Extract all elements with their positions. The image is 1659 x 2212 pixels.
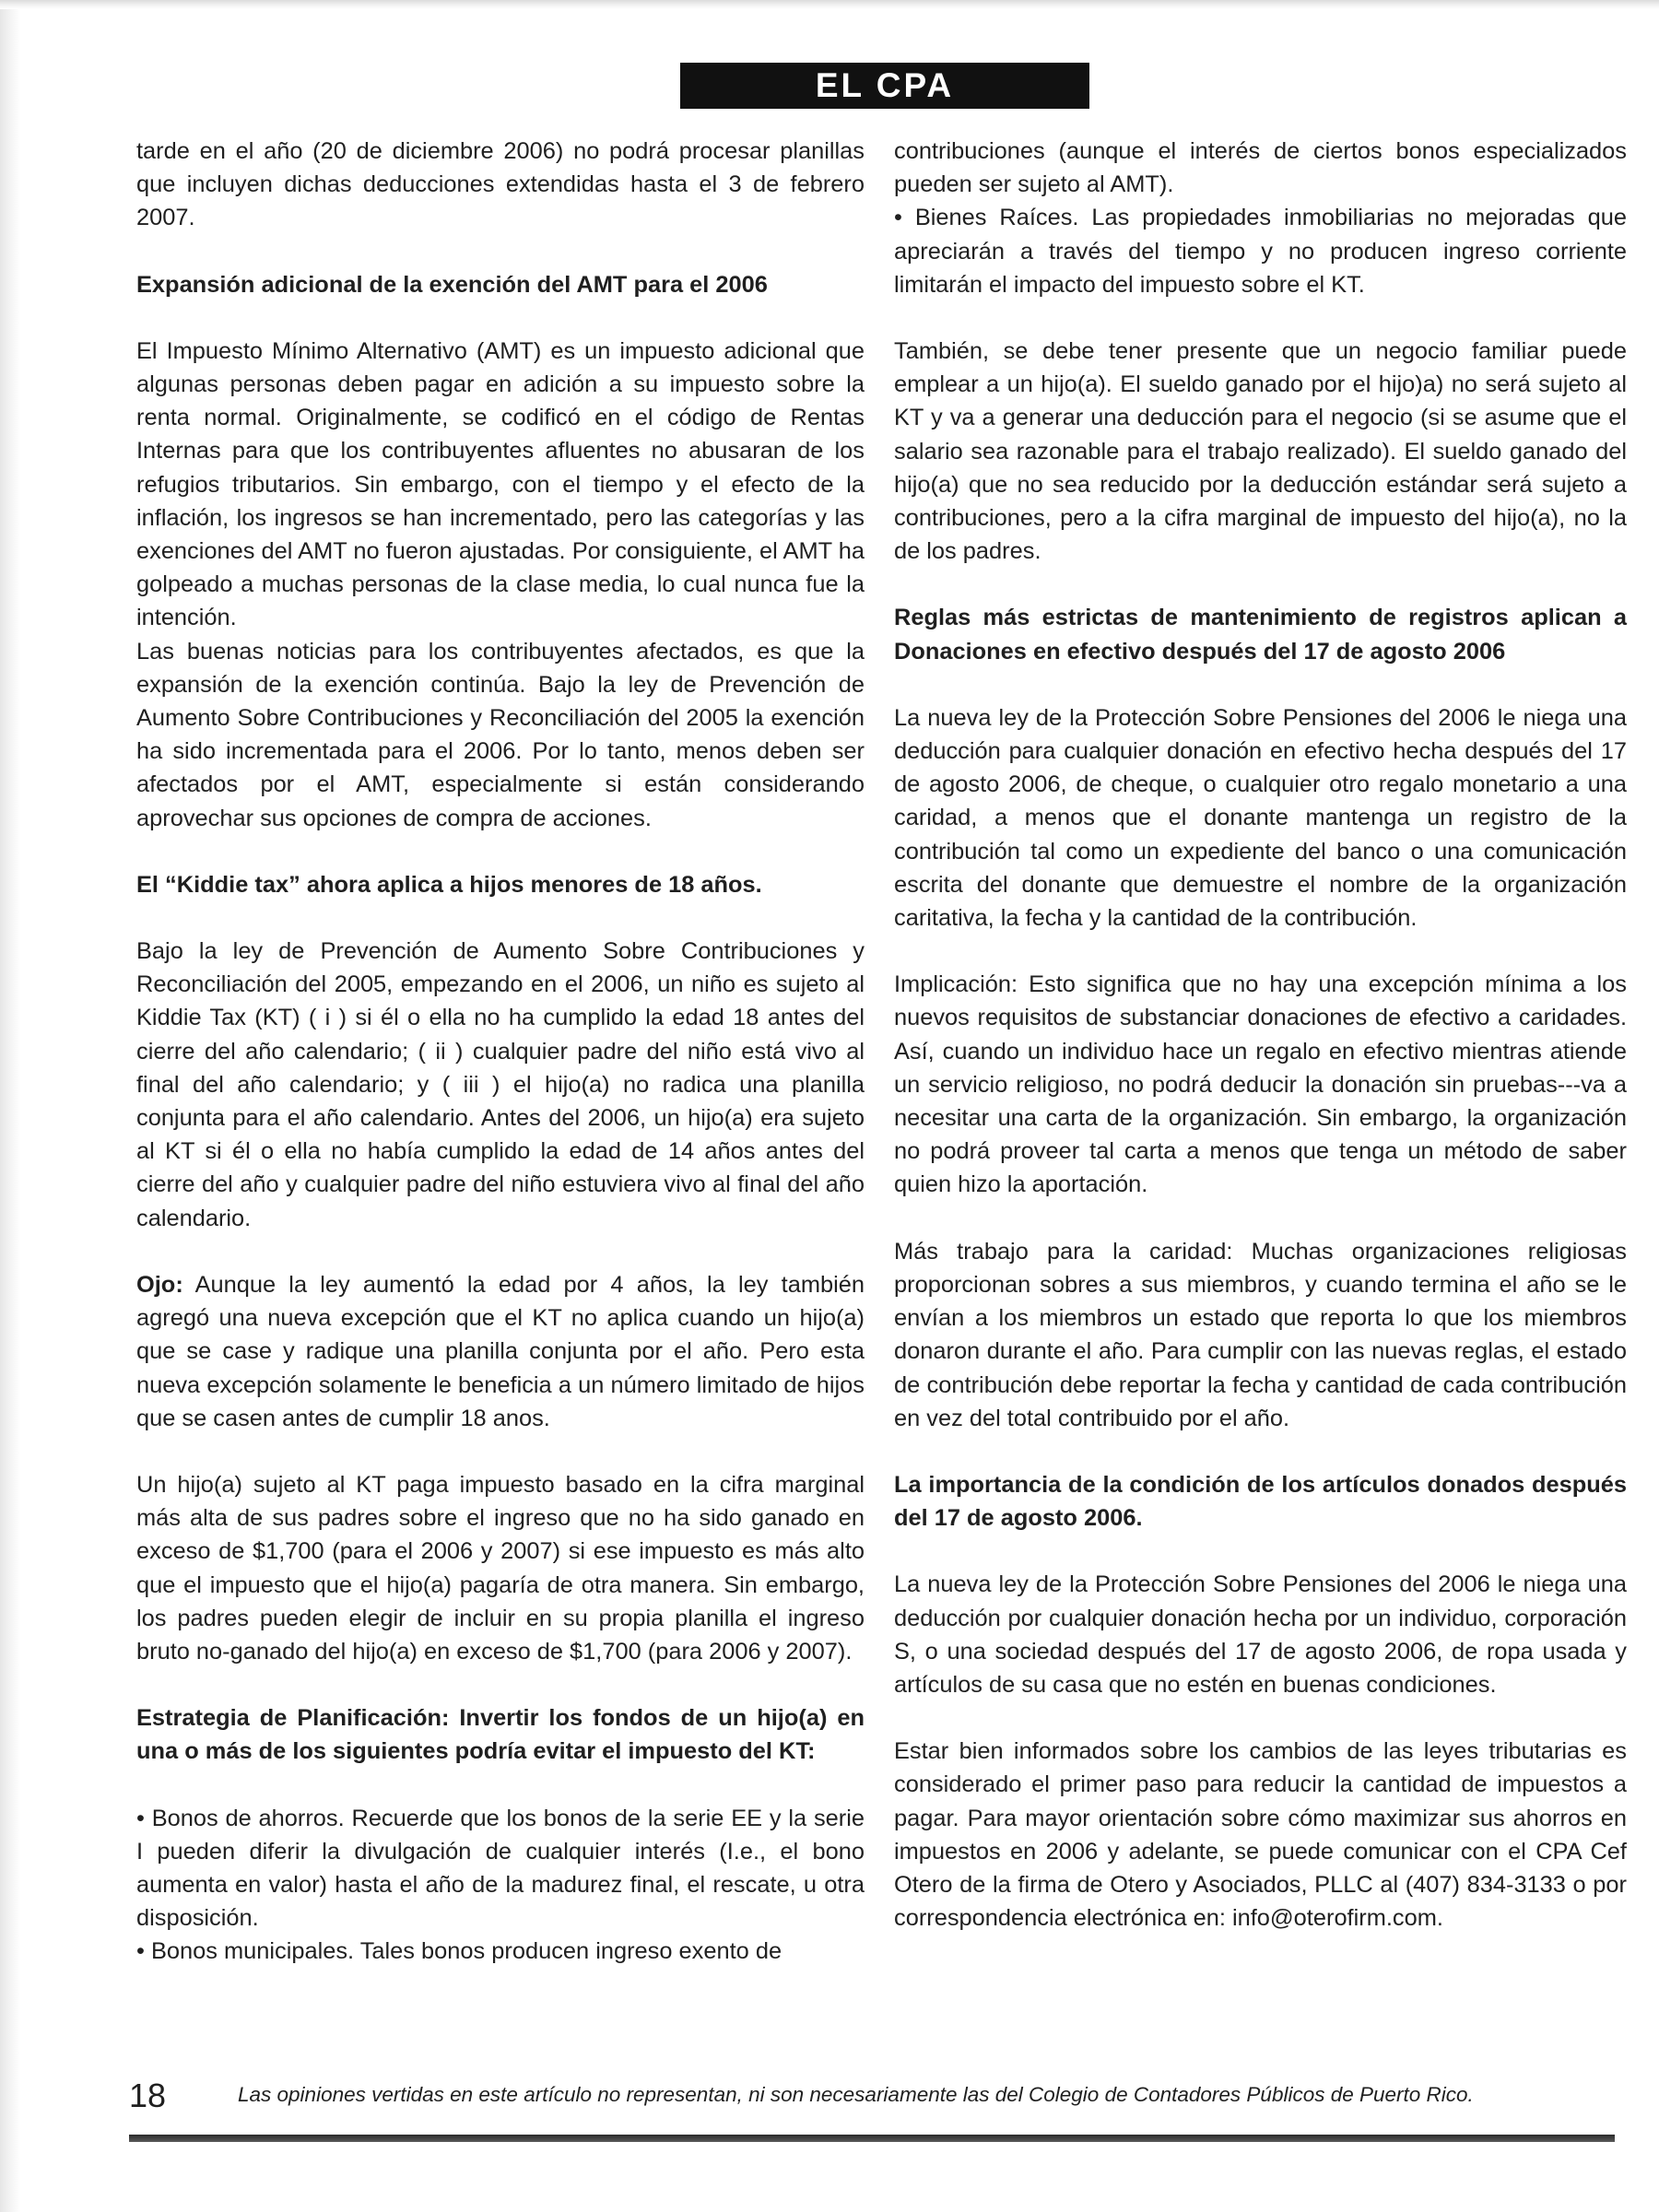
right-column	[894, 135, 1627, 1935]
footer-rule	[129, 2135, 1615, 2142]
left-column	[136, 135, 865, 1969]
bullet-item: • Bonos de ahorros. Recuerde que los bonos de la serie EE y la serie I pueden diferir la divulgación de cualquier interés (I.e., el bono aumenta en valor) hasta el año de la madurez final, el rescate, u otra disposición.	[136, 1805, 865, 1932]
page-number: 18	[129, 2077, 167, 2114]
paragraph-text: Aunque la ley aumentó la edad por 4 años, la ley también agregó una nueva excepción que el KT no aplica cuando un hijo(a) que se case y radique una planilla conjunta por el año. Pero esta nueva excepción solamente le beneficia a un número limitado de hijos que se casen antes de cumplir 18 anos.	[136, 1271, 865, 1431]
footer-disclaimer: Las opiniones vertidas en este artículo no representan, ni son necesariamente las del Colegio de Contadores Públicos de Puerto Rico.	[238, 2083, 1474, 2106]
paragraph: contribuciones (aunque el interés de ciertos bonos especializados pueden ser sujeto al AMT).	[894, 138, 1627, 198]
scan-edge-left	[0, 0, 20, 2212]
section-heading-recordkeeping: Reglas más estrictas de mantenimiento de registros aplican a Donaciones en efectivo después del 17 de agosto 2006	[894, 605, 1627, 665]
paragraph: Implicación: Esto significa que no hay una excepción mínima a los nuevos requisitos de substanciar donaciones de efectivo a caridades. Así, cuando un individuo hace un regalo en efectivo mientras atiende un servicio religioso, no podrá deducir la donación sin pruebas---va a necesitar una carta de la organización. Sin embargo, la organización no podrá proveer tal carta a menos que tenga un método de saber quien hizo la aportación.	[894, 971, 1627, 1198]
bullet-item: • Bienes Raíces. Las propiedades inmobiliarias no mejoradas que apreciarán a través del tiempo y no producen ingreso corriente limitarán el impacto del impuesto sobre el KT.	[894, 205, 1627, 298]
scan-edge-top	[0, 0, 1659, 9]
paragraph: También, se debe tener presente que un negocio familiar puede emplear a un hijo(a). El sueldo ganado por el hijo)a) no será sujeto al KT y va a generar una deducción para el negocio (si se asume que el salario sea razonable para el trabajo realizado). El sueldo ganado del hijo(a) que no sea reducido por la deducción estándar será sujeto a contribuciones, pero a la cifra marginal de impuesto del hijo(a), no la de los padres.	[894, 338, 1627, 565]
paragraph: tarde en el año (20 de diciembre 2006) no podrá procesar planillas que incluyen dichas deducciones extendidas hasta el 3 de febrero 2007.	[136, 138, 865, 231]
paragraph: Más trabajo para la caridad: Muchas organizaciones religiosas proporcionan sobres a sus miembros, y cuando termina el año se le envían a los miembros un estado que reporta lo que los miembros donaron durante el año. Para cumplir con las nuevas reglas, el estado de contribución debe reportar la fecha y cantidad de cada contribución en vez del total contribuido por el año.	[894, 1238, 1627, 1431]
paragraph: Un hijo(a) sujeto al KT paga impuesto basado en la cifra marginal más alta de sus padres sobre el ingreso que no ha sido ganado en exceso de $1,700 (para el 2006 y 2007) si ese impuesto es más alto que el impuesto que el hijo(a) pagaría de otra manera. Sin embargo, los padres pueden elegir de incluir en su propia planilla el ingreso bruto no-ganado del hijo(a) en exceso de $1,700 (para 2006 y 2007).	[136, 1471, 865, 1665]
paragraph: Las buenas noticias para los contribuyentes afectados, es que la expansión de la exención continúa. Bajo la ley de Prevención de Aumento Sobre Contribuciones y Reconciliación del 2005 la exención ha sido incrementada para el 2006. Por lo tanto, menos deben ser afectados por el AMT, especialmente si están considerando aprovechar sus opciones de compra de acciones.	[136, 638, 865, 831]
section-heading-kiddie-tax: El “Kiddie tax” ahora aplica a hijos menores de 18 años.	[136, 871, 762, 898]
paragraph: El Impuesto Mínimo Alternativo (AMT) es un impuesto adicional que algunas personas deben pagar en adición a su impuesto sobre la renta normal. Originalmente, se codificó en el código de Rentas Internas para que los contribuyentes afluentes no abusaran de los refugios tributarios. Sin embargo, con el tiempo y el efecto de la inflación, los ingresos se han incrementado, pero las categorías y las exenciones del AMT no fueron ajustadas. Por consiguiente, el AMT ha golpeado a muchas personas de la clase media, lo cual nunca fue la intención.	[136, 337, 865, 631]
paragraph: La nueva ley de la Protección Sobre Pensiones del 2006 le niega una deducción para cualquier donación en efectivo hecha después del 17 de agosto 2006, de cheque, o cualquier otro regalo monetario a una caridad, a menos que el donante mantenga un registro de la contribución tal como un expediente del banco o una comunicación escrita del donante que demuestre el nombre de la organización caritativa, la fecha y la cantidad de la contribución.	[894, 704, 1627, 932]
paragraph: Bajo la ley de Prevención de Aumento Sobre Contribuciones y Reconciliación del 2005, empezando en el 2006, un niño es sujeto al Kiddie Tax (KT) ( i ) si él o ella no ha cumplido la edad 18 antes del cierre del año calendario; ( ii ) cualquier padre del niño está vivo al final del año calendario; y ( iii ) el hijo(a) no radica una planilla conjunta para el año calendario. Antes del 2006, un hijo(a) era sujeto al KT si él o ella no había cumplido la edad de 14 años antes del cierre del año y cualquier padre del niño estuviera vivo al final del año calendario.	[136, 938, 865, 1231]
section-heading-strategy: Estrategia de Planificación: Invertir los fondos de un hijo(a) en una o más de los siguientes podría evitar el impuesto del KT:	[136, 1705, 865, 1765]
paragraph-ojo	[136, 1268, 865, 1435]
bullet-item: • Bonos municipales. Tales bonos producen ingreso exento de	[136, 1938, 782, 1965]
section-heading-amt: Expansión adicional de la exención del AMT para el 2006	[136, 271, 768, 298]
lead-label: Ojo:	[136, 1271, 183, 1298]
bullet-list	[136, 1802, 865, 1969]
paragraph: Estar bien informados sobre los cambios de las leyes tributarias es considerado el primer paso para reducir la cantidad de impuestos a pagar. Para mayor orientación sobre cómo maximizar sus ahorros en impuestos en 2006 y adelante, se puede comunicar con el CPA Cef Otero de la firma de Otero y Asociados, PLLC al (407) 834-3133 o por correspondencia electrónica en: info@oterofirm.com.	[894, 1738, 1627, 1932]
section-header: EL CPA	[680, 63, 1089, 109]
section-heading-donated-items: La importancia de la condición de los artículos donados después del 17 de agosto 2006.	[894, 1471, 1627, 1532]
paragraph: La nueva ley de la Protección Sobre Pensiones del 2006 le niega una deducción por cualquier donación hecha por un individuo, corporación S, o una sociedad después del 17 de agosto 2006, de ropa usada y artículos de su casa que no estén en buenas condiciones.	[894, 1571, 1627, 1698]
